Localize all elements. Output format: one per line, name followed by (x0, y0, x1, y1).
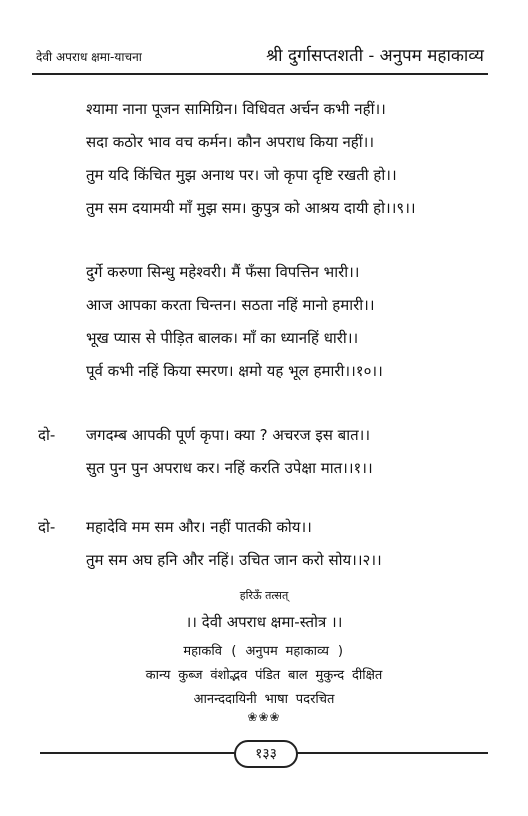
doha-label: दो- (38, 426, 56, 444)
verse-line: तुम यदि किंचित मुझ अनाथ पर। जो कृपा दृष्टि रखती हो।। (86, 166, 397, 184)
page-number: १३३ (234, 740, 298, 768)
verse-line: सदा कठोर भाव वच कर्मन। कौन अपराध किया नहीं।। (86, 133, 375, 151)
doha-line: महादेवि मम सम और। नहीं पातकी कोय।। (86, 518, 312, 536)
verse-line: दुर्गे करुणा सिन्धु महेश्वरी। मैं फँसा विपत्तिन भारी।। (86, 263, 360, 281)
doha-label: दो- (38, 518, 56, 536)
verse-line: आज आपका करता चिन्तन। सठता नहिं मानो हमारी।। (86, 296, 375, 314)
running-head-left: देवी अपराध क्षमा-याचना (36, 50, 142, 64)
poet-line: महाकवि ( अनुपम महाकाव्य ) (183, 644, 345, 659)
author-line: कान्य कुब्ज वंशोद्भव पंडित बाल मुकुन्द दीक्षित (145, 668, 383, 683)
colophon-sign: हरिऊँ तत्सत् (239, 589, 289, 602)
verse-line: भूख प्यास से पीड़ित बालक। माँ का ध्यानहिं धारी।। (86, 329, 359, 347)
page-header (0, 0, 528, 78)
ornament-icon: ❀❀❀ (247, 710, 281, 724)
verse-line: पूर्व कभी नहिं किया स्मरण। क्षमो यह भूल हमारी।।१०।। (86, 362, 383, 380)
running-head-right: श्री दुर्गासप्तशती - अनुपम महाकाव्य (266, 46, 484, 66)
stotra-title: ।। देवी अपराध क्षमा-स्तोत्र ।। (185, 613, 343, 631)
verse-line: तुम सम दयामयी माँ मुझ सम। कुपुत्र को आश्रय दायी हो।।९।। (86, 199, 416, 217)
doha-line: तुम सम अघ हनि और नहिं। उचित जान करो सोय।।२।। (86, 551, 382, 569)
header-rule (32, 73, 488, 75)
commentary-line: आनन्ददायिनी भाषा पदरचित (193, 692, 335, 707)
doha-line: सुत पुन पुन अपराध कर। नहिं करति उपेक्षा मात।।१।। (86, 459, 373, 477)
doha-line: जगदम्ब आपकी पूर्ण कृपा। क्या ? अचरज इस बात।। (86, 426, 371, 444)
verse-line: श्यामा नाना पूजन सामिग्रिन। विधिवत अर्चन कभी नहीं।। (86, 100, 386, 118)
